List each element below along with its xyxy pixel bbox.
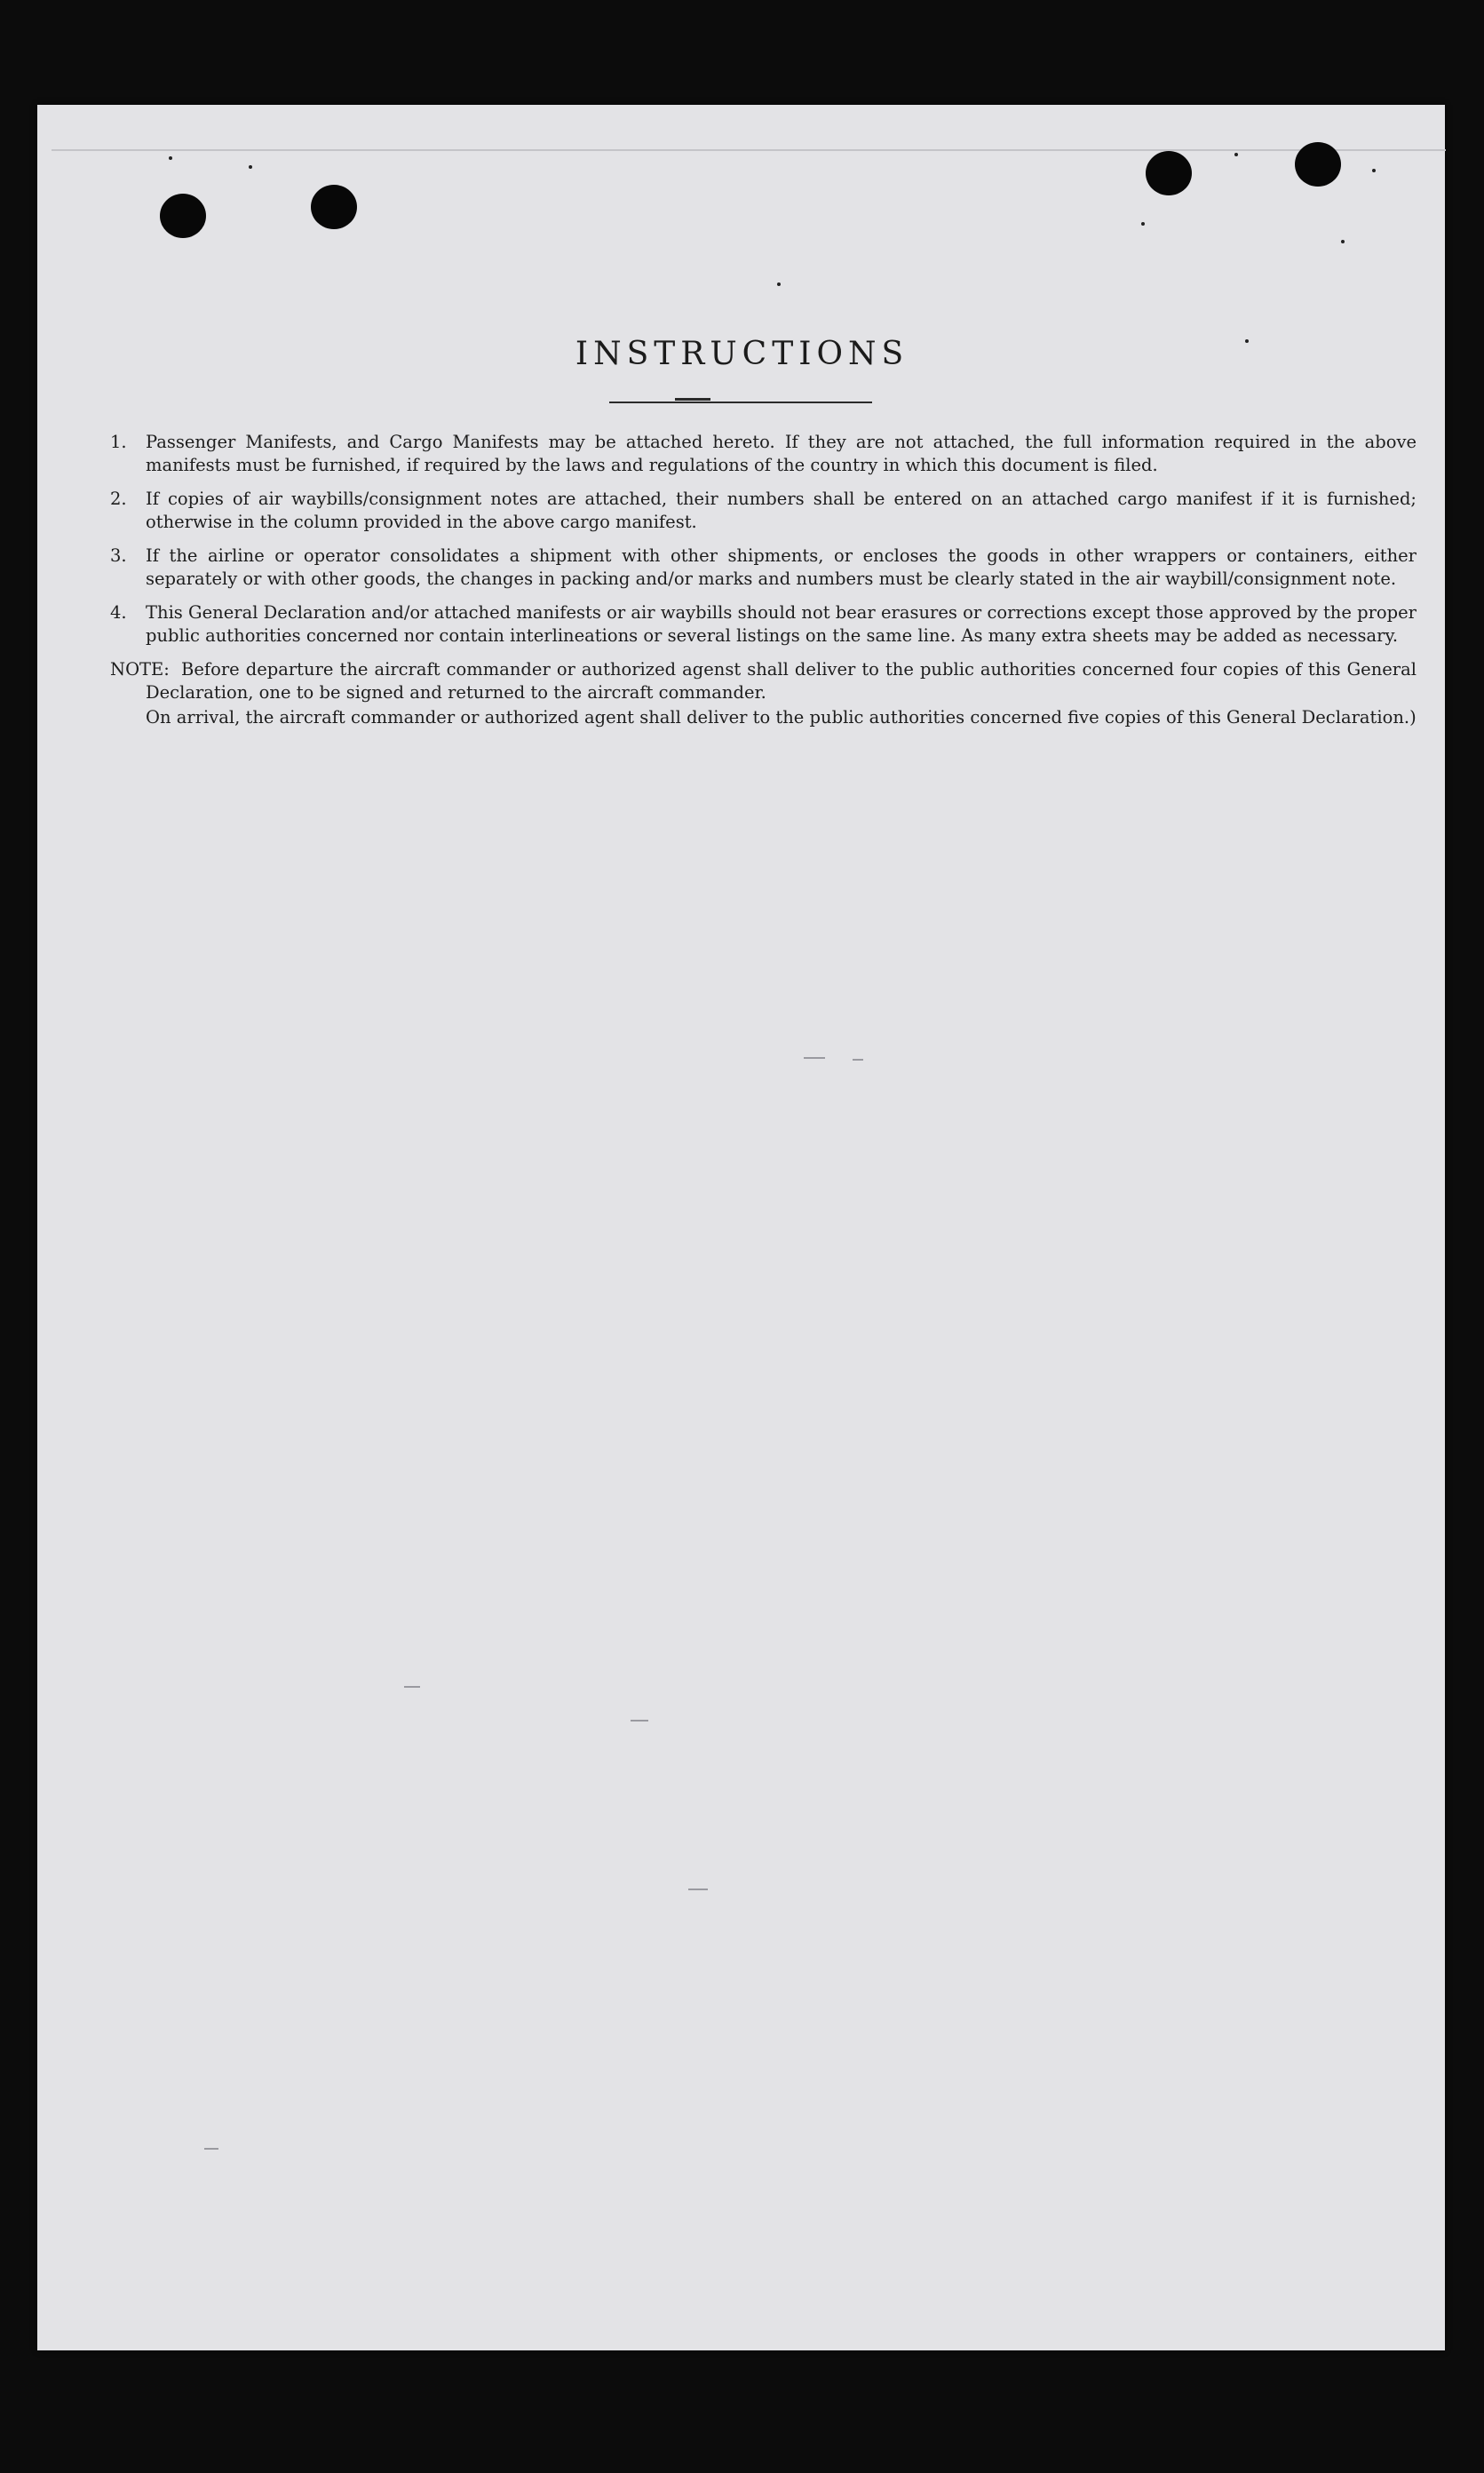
faint-mark [404, 1686, 420, 1688]
faint-mark [631, 1720, 648, 1722]
instruction-text: If copies of air waybills/consignment notes are attached, their numbers shall be entered on an attached cargo manifest if it is furnished; otherwise in the column provided in the above cargo manifest. [146, 489, 1417, 532]
instruction-text: If the airline or operator consolidates a shipment with other shipments, or encloses the goods in other wrappers or containers, either separately or with other goods, the changes in packing and/or marks and numbers must be clearly stated in the air waybill/consignment note. [146, 545, 1417, 589]
instruction-text: Passenger Manifests, and Cargo Manifests may be attached hereto. If they are not attached, the full information required in the above manifests must be furnished, if required by the laws and regulations of the country in which this document is filed. [146, 432, 1417, 475]
instruction-number: 3. [110, 545, 127, 566]
speck [1234, 153, 1238, 156]
note-label: NOTE: [110, 659, 170, 680]
instruction-item-2 [107, 488, 1417, 533]
title-underline-accent [675, 398, 710, 401]
instruction-number: 4. [110, 602, 127, 623]
instruction-item-1 [107, 431, 1417, 476]
sheet-edge-line [52, 149, 1446, 151]
instruction-number: 2. [110, 489, 127, 509]
faint-mark [688, 1889, 708, 1890]
speck [169, 156, 172, 160]
faint-mark [804, 1057, 825, 1059]
speck [1372, 169, 1376, 172]
note-paragraph-departure: Before departure the aircraft commander or authorized agenst shall deliver to the public authorities concerned four copies of this General Declaration, one to be signed and returned to the aircraft commander. [146, 659, 1417, 703]
instruction-number: 1. [110, 432, 127, 452]
punch-hole-left-2 [311, 185, 357, 229]
page-title: INSTRUCTIONS [575, 336, 909, 372]
instruction-item-3 [107, 545, 1417, 590]
title-underline [609, 402, 872, 403]
instructions-body [107, 431, 1417, 729]
instruction-item-4 [107, 601, 1417, 647]
faint-mark [204, 2148, 218, 2150]
punch-hole-left-1 [160, 194, 206, 238]
note-paragraph-arrival: On arrival, the aircraft commander or authorized agent shall deliver to the public authorities concerned five copies of this General Declaration.) [146, 707, 1417, 728]
speck [1341, 240, 1345, 243]
speck [1141, 222, 1145, 226]
punch-hole-right-2 [1295, 142, 1341, 187]
note-block [107, 658, 1417, 729]
faint-mark [853, 1059, 863, 1061]
punch-hole-right-1 [1146, 151, 1192, 195]
speck [777, 282, 781, 286]
speck [249, 165, 252, 169]
instruction-text: This General Declaration and/or attached manifests or air waybills should not bear erasures or corrections except those approved by the proper public authorities concerned nor contain interlineations or several listings on the same line. As many extra sheets may be added as necessary. [146, 602, 1417, 646]
